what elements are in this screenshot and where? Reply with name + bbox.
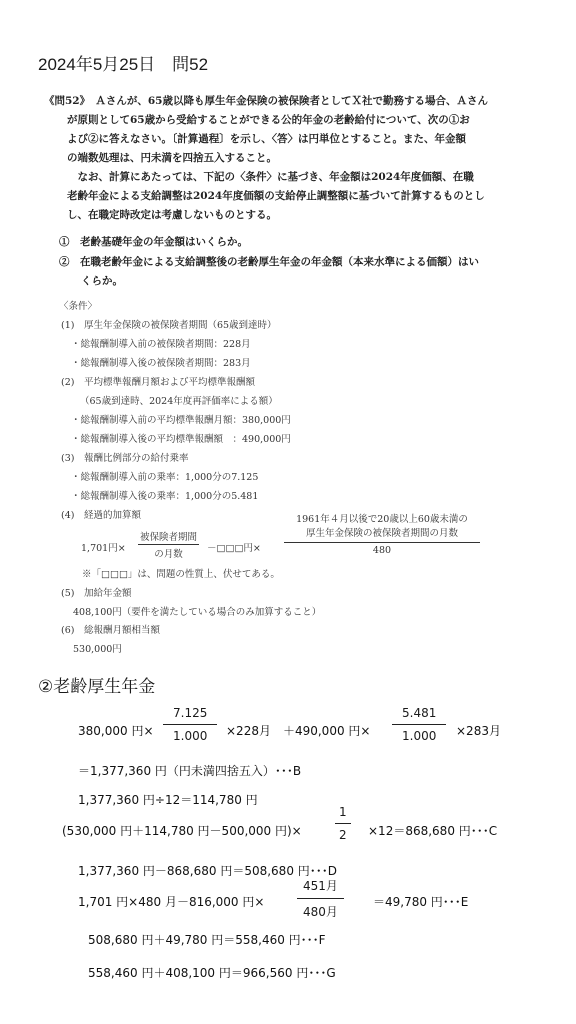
condition-4-lead: 1,701円× bbox=[81, 543, 126, 554]
condition-4-note: ※「□□□」は、問題の性質上、伏せてある。 bbox=[82, 569, 280, 580]
question-item-2-cont: くらか。 bbox=[81, 275, 123, 287]
answer-line-1-fraction-1-denominator: 1.000 bbox=[173, 729, 208, 743]
answer-line-6-fraction-numerator: 451月 bbox=[297, 877, 344, 899]
condition-1a: ・総報酬制導入前の被保険者期間：228月 bbox=[71, 339, 251, 350]
condition-1b: ・総報酬制導入後の被保険者期間：283月 bbox=[71, 358, 251, 369]
answer-line-4a: (530,000 円＋114,780 円－500,000 円)× bbox=[62, 824, 302, 838]
condition-2-note: （65歳到達時、2024年度再評価率による額） bbox=[80, 396, 278, 407]
condition-4-fraction-2-denominator: 480 bbox=[372, 545, 392, 556]
condition-4-fraction-2-numerator-2: 厚生年金保険の被保険者期間の月数 bbox=[284, 527, 480, 543]
condition-2: (2) 平均標準報酬月額および平均標準報酬額 bbox=[61, 377, 255, 388]
condition-6a: 530,000円 bbox=[73, 644, 122, 655]
condition-4-fraction-1 bbox=[138, 529, 199, 560]
answer-line-1c: ×283月 bbox=[456, 724, 501, 738]
condition-3b: ・総報酬制導入後の乗率：1,000分の5.481 bbox=[71, 491, 259, 502]
answer-line-1-fraction-2-denominator: 1.000 bbox=[402, 729, 437, 743]
condition-5: (5) 加給年金額 bbox=[61, 588, 132, 599]
answer-line-4-fraction bbox=[335, 805, 351, 842]
question-line-1: 《問52》 Ａさんが、65歳以降も厚生年金保険の被保険者としてＸ社で勤務する場合、Ａさん bbox=[44, 95, 488, 107]
question-line-3: よび②に答えなさい。〔計算過程〕を示し、〈答〉は円単位とすること。また、年金額 bbox=[67, 133, 466, 145]
question-line-4: の端数処理は、円未満を四捨五入すること。 bbox=[67, 152, 277, 164]
answer-line-2: ＝1,377,360 円（円未満四捨五入）･･･B bbox=[78, 764, 302, 778]
answer-line-1-fraction-1-numerator: 7.125 bbox=[163, 706, 217, 725]
condition-3a: ・総報酬制導入前の乗率：1,000分の7.125 bbox=[71, 472, 259, 483]
condition-2b: ・総報酬制導入後の平均標準報酬額 ：490,000円 bbox=[71, 434, 291, 445]
answer-line-1a: 380,000 円× bbox=[78, 724, 154, 738]
condition-6: (6) 総報酬月額相当額 bbox=[61, 625, 160, 636]
condition-2a: ・総報酬制導入前の平均標準報酬月額：380,000円 bbox=[71, 415, 291, 426]
condition-4-fraction-2 bbox=[284, 513, 480, 558]
question-item-1: ① 老齢基礎年金の年金額はいくらか。 bbox=[59, 236, 248, 248]
answer-line-1-fraction-2 bbox=[392, 706, 446, 743]
condition-4: (4) 経過的加算額 bbox=[61, 510, 141, 521]
question-line-2: が原則として65歳から受給することができる公的年金の老齢給付について、次の①お bbox=[67, 114, 470, 126]
question-line-7: し、在職定時改定は考慮しないものとする。 bbox=[67, 209, 277, 221]
answer-line-3: 1,377,360 円÷12＝114,780 円 bbox=[78, 793, 258, 807]
answer-line-6a: 1,701 円×480 月－816,000 円× bbox=[78, 895, 265, 909]
answer-heading: ②老齢厚生年金 bbox=[38, 677, 156, 697]
answer-line-8: 558,460 円＋408,100 円＝966,560 円･･･G bbox=[88, 966, 336, 980]
answer-line-4-fraction-numerator: 1 bbox=[335, 805, 351, 824]
answer-line-7: 508,680 円＋49,780 円＝558,460 円･･･F bbox=[88, 933, 326, 947]
question-line-5: なお、計算にあたっては、下記の〈条件〉に基づき、年金額は2024年度価額、在職 bbox=[67, 171, 474, 183]
answer-line-1-fraction-2-numerator: 5.481 bbox=[392, 706, 446, 725]
question-line-6: 老齢年金による支給調整は2024年度価額の支給停止調整額に基づいて計算するものとし bbox=[67, 190, 485, 202]
answer-line-6-fraction-denominator: 480月 bbox=[303, 905, 338, 919]
question-item-2: ② 在職老齢年金による支給調整後の老齢厚生年金の年金額（本来水準による価額）はい bbox=[59, 256, 479, 268]
answer-line-6-fraction bbox=[297, 877, 344, 920]
answer-line-1-fraction-1 bbox=[163, 706, 217, 743]
condition-4-fraction-1-denominator: の月数 bbox=[154, 549, 183, 560]
condition-4-fraction-1-numerator: 被保険者期間 bbox=[138, 529, 199, 545]
answer-line-4b: ×12＝868,680 円･･･C bbox=[368, 824, 498, 838]
answer-line-4-fraction-denominator: 2 bbox=[339, 828, 347, 842]
condition-4-fraction-2-numerator-1: 1961年４月以後で20歳以上60歳未満の bbox=[296, 514, 468, 525]
answer-line-6b: ＝49,780 円･･･E bbox=[373, 895, 469, 909]
answer-line-1b: ×228月 ＋490,000 円× bbox=[226, 724, 371, 738]
answer-line-5: 1,377,360 円－868,680 円＝508,680 円･･･D bbox=[78, 864, 338, 878]
condition-3: (3) 報酬比例部分の給付乗率 bbox=[61, 453, 189, 464]
page-title: 2024年5月25日 問52 bbox=[38, 55, 209, 74]
condition-5a: 408,100円（要件を満たしている場合のみ加算すること） bbox=[73, 607, 322, 618]
conditions-heading: 〈条件〉 bbox=[59, 301, 98, 312]
condition-1: (1) 厚生年金保険の被保険者期間（65歳到達時） bbox=[61, 320, 277, 331]
condition-4-mid: －□□□円× bbox=[207, 543, 261, 554]
